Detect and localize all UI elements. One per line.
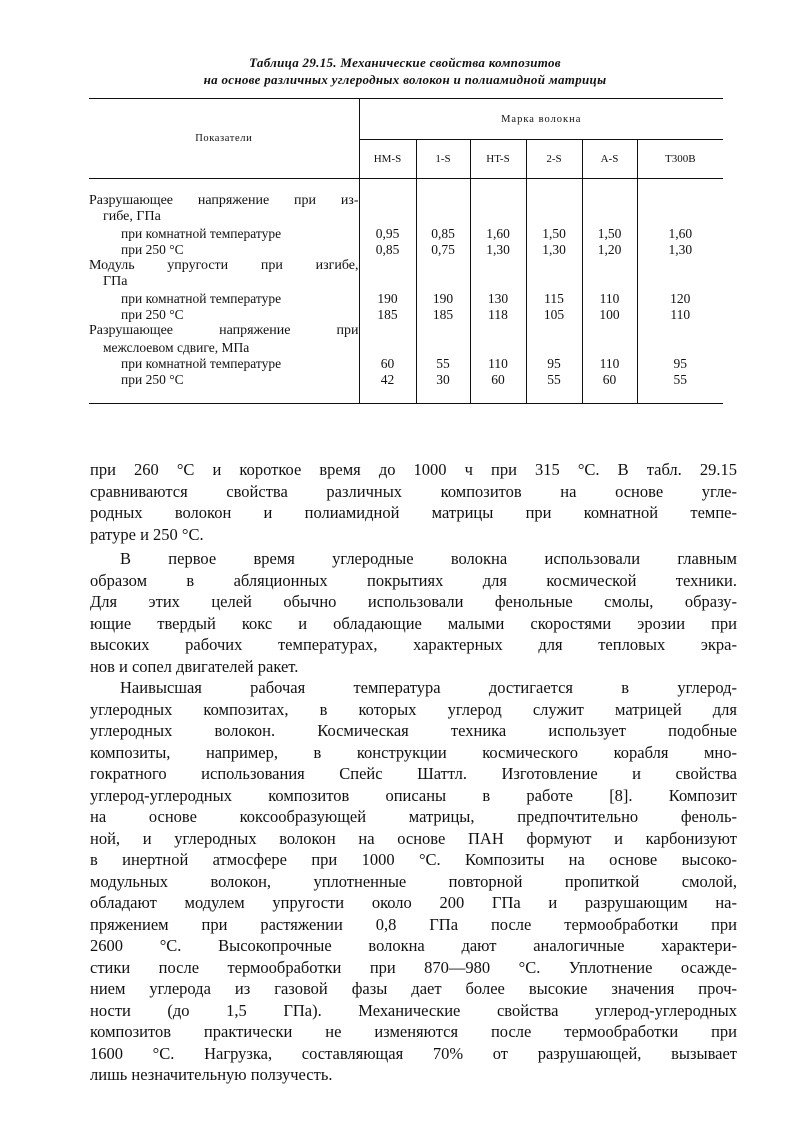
row-label: при комнатной температуре [121, 290, 282, 306]
column-values [637, 193, 723, 389]
row-label: при 250 °С [121, 241, 184, 257]
table-cell: 1,20 [597, 241, 622, 257]
table-cell: 0,95 [375, 225, 400, 241]
table-cell: 42 [380, 372, 395, 388]
row-label: при 250 °С [121, 307, 184, 323]
table-cell: 185 [432, 307, 454, 323]
text-line: на основе коксообразующей матрицы, предпочтительно феноль- [90, 807, 737, 826]
indicator-header: Показатели [89, 99, 359, 179]
column-values [526, 193, 582, 389]
paragraph-3 [90, 677, 737, 1086]
table-cell: 1,30 [486, 241, 510, 257]
text-line: ности (до 1,5 ГПа). Механические свойства углерод-углеродных [90, 1000, 737, 1020]
text-line: обладают модулем упругости около 200 ГПа и разрушающим на- [90, 893, 737, 912]
column-values [416, 193, 470, 389]
group-title: гибе, ГПа [103, 209, 161, 225]
text-line: В первое время углеродные волокна использовали главным [120, 549, 737, 568]
text-line: углерод-углеродных композитов описаны в работе [8]. Композит [90, 785, 737, 805]
column-header: T300B [637, 140, 723, 179]
column-header: HT-S [470, 140, 526, 179]
column-header: A-S [582, 140, 637, 179]
text-line: модульных волокон, уплотненные повторной пропиткой смолой, [90, 871, 737, 891]
text-line: 1600 °С. Нагрузка, составляющая 70% от разрушающей, вызывает [90, 1043, 737, 1063]
table-cell: 130 [487, 290, 509, 306]
text-line: стики после термообработки при 870—980 °С. Уплотнение осажде- [90, 957, 737, 977]
table-cell: 190 [432, 290, 454, 306]
table-cell: 60 [380, 355, 395, 371]
row-label: при комнатной температуре [121, 355, 282, 371]
paragraph-1 [90, 459, 737, 545]
group-title: ГПа [103, 274, 128, 290]
text-line: лишь незначительную ползучесть. [90, 1065, 333, 1084]
table-cell: 1,30 [542, 241, 566, 257]
text-line: образом в абляционных покрытиях для космической техники. [90, 570, 737, 590]
text-line: родных волокон и полиамидной матрицы при комнатной темпе- [90, 503, 737, 522]
table-cell: 1,60 [668, 225, 693, 241]
group-title: Модуль упругости при изгибе, [89, 258, 359, 274]
row-label: при комнатной температуре [121, 225, 282, 241]
table-cell: 0,85 [431, 225, 455, 241]
text-line: 2600 °С. Высокопрочные волокна дают аналогичные характери- [90, 936, 737, 955]
text-line: углеродных волокон. Космическая техника использует подобные [90, 721, 737, 740]
column-header: HM-S [359, 140, 416, 179]
text-line: сравниваются свойства различных композитов на основе угле- [90, 481, 737, 501]
caption-line-1: Таблица 29.15. Механические свойства композитов [249, 55, 561, 70]
paragraph-2 [90, 548, 737, 677]
text-line: ратуре и 250 °С. [90, 524, 204, 544]
table-cell: 1,50 [542, 225, 566, 241]
table-cell: 1,50 [597, 225, 622, 241]
text-line: ной, и углеродных волокон на основе ПАН формуют и карбонизуют [90, 828, 737, 848]
text-line: композитов практически не изменяются после термообработки при [90, 1022, 737, 1041]
table-cell: 30 [436, 372, 450, 388]
table-cell: 100 [599, 307, 620, 323]
table-cell: 55 [436, 355, 450, 371]
table-cell: 185 [377, 307, 398, 323]
table-cell: 95 [673, 355, 688, 371]
column-header: 1-S [416, 140, 470, 179]
table-cell: 110 [599, 355, 620, 371]
text-line: композиты, например, в конструкции космического корабля мно- [90, 742, 737, 762]
column-values [470, 193, 526, 389]
table-cell: 0,75 [431, 241, 455, 257]
table-cell: 0,85 [375, 241, 400, 257]
table-cell: 60 [491, 372, 505, 388]
table-cell: 115 [544, 290, 564, 306]
column-header: 2-S [526, 140, 582, 179]
text-line: углеродных композитах, в которых углерод служит матрицей для [90, 699, 737, 719]
text-line: ющие твердый кокс и обладающие малыми скоростями эрозии при [90, 613, 737, 633]
text-line: при 260 °С и короткое время до 1000 ч при 315 °С. В табл. 29.15 [90, 460, 737, 479]
text-line: гократного использования Спейс Шаттл. Изготовление и свойства [90, 764, 737, 783]
group-title: Разрушающее напряжение при [89, 323, 359, 339]
table-cell: 110 [599, 290, 620, 306]
properties-table [89, 98, 723, 404]
text-line: в инертной атмосфере при 1000 °С. Композиты на основе высоко- [90, 850, 737, 869]
table-cell: 1,30 [668, 241, 693, 257]
text-line: нием углерода из газовой фазы дает более высокие значения проч- [90, 979, 737, 998]
text-line: нов и сопел двигателей ракет. [90, 656, 299, 676]
table-cell: 95 [547, 355, 561, 371]
text-line: пряжением при растяжении 0,8 ГПа после термообработки при [90, 914, 737, 934]
table-caption [90, 54, 720, 88]
table-cell: 120 [670, 290, 691, 306]
table-cell: 190 [377, 290, 398, 306]
column-values [582, 193, 637, 389]
text-line: высоких рабочих температурах, характерных для тепловых экра- [90, 635, 737, 654]
group-title: межслоевом сдвиге, МПа [103, 339, 250, 355]
table-cell: 55 [673, 372, 688, 388]
table-cell: 1,60 [486, 225, 510, 241]
table-cell: 60 [602, 372, 617, 388]
text-line: Для этих целей обычно использовали фенольные смолы, образу- [90, 592, 737, 611]
column-values [359, 193, 416, 389]
brand-header: Марка волокна [359, 99, 723, 140]
table-cell: 110 [670, 307, 691, 323]
table-cell: 105 [543, 307, 565, 323]
indicator-labels [89, 193, 359, 389]
table-cell: 55 [547, 372, 561, 388]
group-title: Разрушающее напряжение при из- [89, 193, 359, 208]
table-cell: 110 [488, 355, 508, 371]
row-label: при 250 °С [121, 372, 184, 388]
table-cell: 118 [488, 307, 508, 323]
text-line: Наивысшая рабочая температура достигается в углерод- [120, 678, 737, 697]
caption-line-2: на основе различных углеродных волокон и полиамидной матрицы [203, 72, 607, 87]
